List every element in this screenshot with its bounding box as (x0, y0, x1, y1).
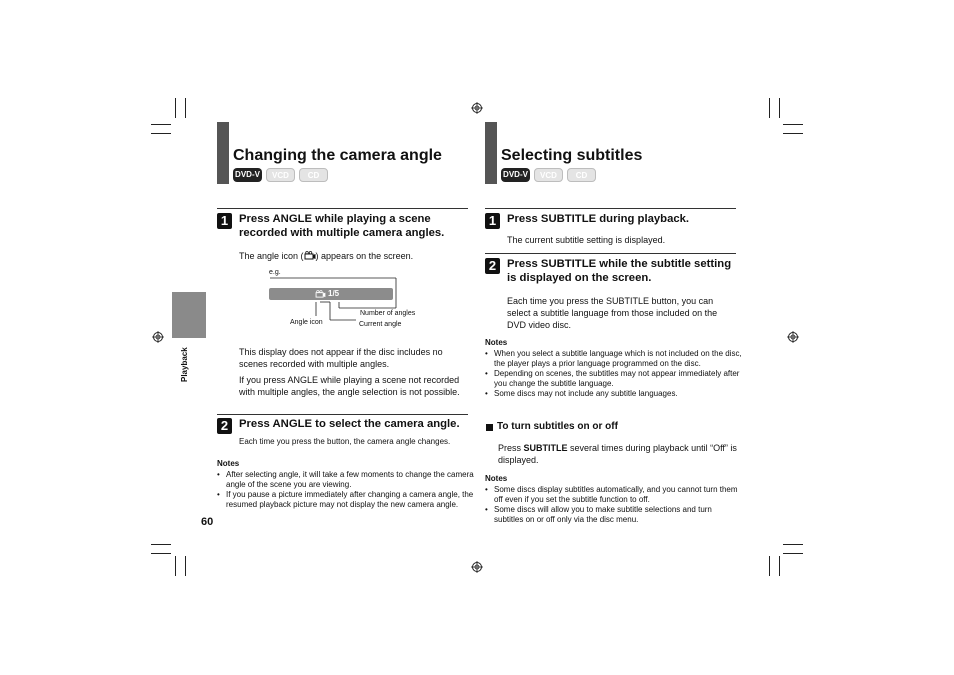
list-item: • Some discs may not include any subtitle languages. (494, 389, 750, 399)
crop-mark (185, 556, 186, 576)
crop-mark (151, 553, 171, 554)
step-number: 1 (485, 213, 500, 229)
crop-mark (151, 133, 171, 134)
section-heading: To turn subtitles on or off (497, 421, 618, 432)
section-text (498, 442, 740, 466)
crop-mark (783, 553, 803, 554)
step-number: 2 (217, 418, 232, 434)
step-number: 1 (217, 213, 232, 229)
crop-mark (151, 544, 171, 545)
label-angle-icon: Angle icon (290, 319, 323, 326)
step-text: This display does not appear if the disc includes no scenes recorded with multiple angles. (239, 347, 443, 369)
crop-mark (185, 98, 186, 118)
step-heading: Press ANGLE while playing a scene recorded with multiple camera angles. (239, 213, 445, 239)
step-heading: Press ANGLE to select the camera angle. (239, 418, 460, 430)
page-title: Changing the camera angle (233, 147, 442, 164)
text-fragment: The angle icon ( (239, 251, 304, 261)
list-item: • When you select a subtitle language which is not included on the disc, the player plays a prior language programmed on the disc. (494, 349, 750, 369)
page-number: 60 (201, 516, 214, 528)
divider (485, 253, 736, 254)
text-fragment: ) appears on the screen. (315, 251, 414, 261)
divider (217, 414, 468, 415)
divider (485, 208, 736, 209)
step-number: 2 (485, 258, 500, 274)
notes-list (484, 485, 742, 525)
title-bar (217, 122, 229, 184)
step-text (239, 250, 469, 262)
badge-cd: CD (299, 168, 328, 182)
label-number-of-angles: Number of angles (360, 310, 416, 317)
divider (217, 208, 468, 209)
crop-mark (783, 124, 803, 125)
step-text: The current subtitle setting is displayed. (507, 235, 666, 245)
list-item: • Some discs will allow you to make subtitle selections and turn subtitles on or off only via the disc menu. (494, 505, 742, 525)
step-text: Each time you press the button, the camera angle changes. (239, 437, 451, 446)
text-fragment: several times during playback until “Off” is displayed. (498, 443, 737, 465)
list-item: • Some discs display subtitles automatically, and you cannot turn them off even if you set the subtitle function to off. (494, 485, 742, 505)
crop-mark (779, 98, 780, 118)
registration-mark-icon (152, 331, 164, 343)
registration-mark-icon (787, 331, 799, 343)
step-heading: Press SUBTITLE during playback. (507, 213, 690, 225)
registration-mark-icon (471, 561, 483, 573)
badge-vcd: VCD (266, 168, 295, 182)
badge-cd: CD (567, 168, 596, 182)
list-item: • Depending on scenes, the subtitles may not appear immediately after you change the subtitle language. (494, 369, 750, 389)
crop-mark (783, 544, 803, 545)
notes-list (484, 349, 750, 399)
crop-mark (769, 98, 770, 118)
step-text: Each time you press the SUBTITLE button, you can select a subtitle language from those included on the DVD video disc. (507, 296, 718, 330)
angle-camera-icon (304, 251, 316, 260)
step-text: If you press ANGLE while playing a scene not recorded with multiple angles, the angle selection is not possible. (239, 375, 460, 397)
crop-mark (779, 556, 780, 576)
badge-dvd-v: DVD-V (233, 168, 262, 182)
notes-heading: Notes (485, 338, 508, 347)
side-tab (172, 292, 206, 338)
crop-mark (175, 98, 176, 118)
osd-angle-value: 1/5 (328, 289, 340, 298)
notes-list (216, 470, 481, 510)
list-item: • After selecting angle, it will take a few moments to change the camera angle of the scene you are viewing. (226, 470, 481, 490)
page-title: Selecting subtitles (501, 147, 643, 164)
badge-dvd-v: DVD-V (501, 168, 530, 182)
eg-label: e.g. (269, 269, 281, 276)
registration-mark-icon (471, 102, 483, 114)
text-fragment: SUBTITLE (523, 443, 568, 453)
label-current-angle: Current angle (359, 321, 402, 328)
text-fragment: Press (498, 443, 524, 453)
crop-mark (175, 556, 176, 576)
step-heading: Press SUBTITLE while the subtitle setting is displayed on the screen. (507, 258, 732, 284)
crop-mark (151, 124, 171, 125)
crop-mark (769, 556, 770, 576)
crop-mark (783, 133, 803, 134)
list-item: • If you pause a picture immediately after changing a camera angle, the resumed playback picture may not display the new camera angle. (226, 490, 481, 510)
notes-heading: Notes (217, 459, 240, 468)
notes-heading: Notes (485, 474, 508, 483)
side-tab-label: Playback (180, 347, 189, 382)
badge-vcd: VCD (534, 168, 563, 182)
square-bullet-icon (486, 424, 493, 431)
title-bar (485, 122, 497, 184)
